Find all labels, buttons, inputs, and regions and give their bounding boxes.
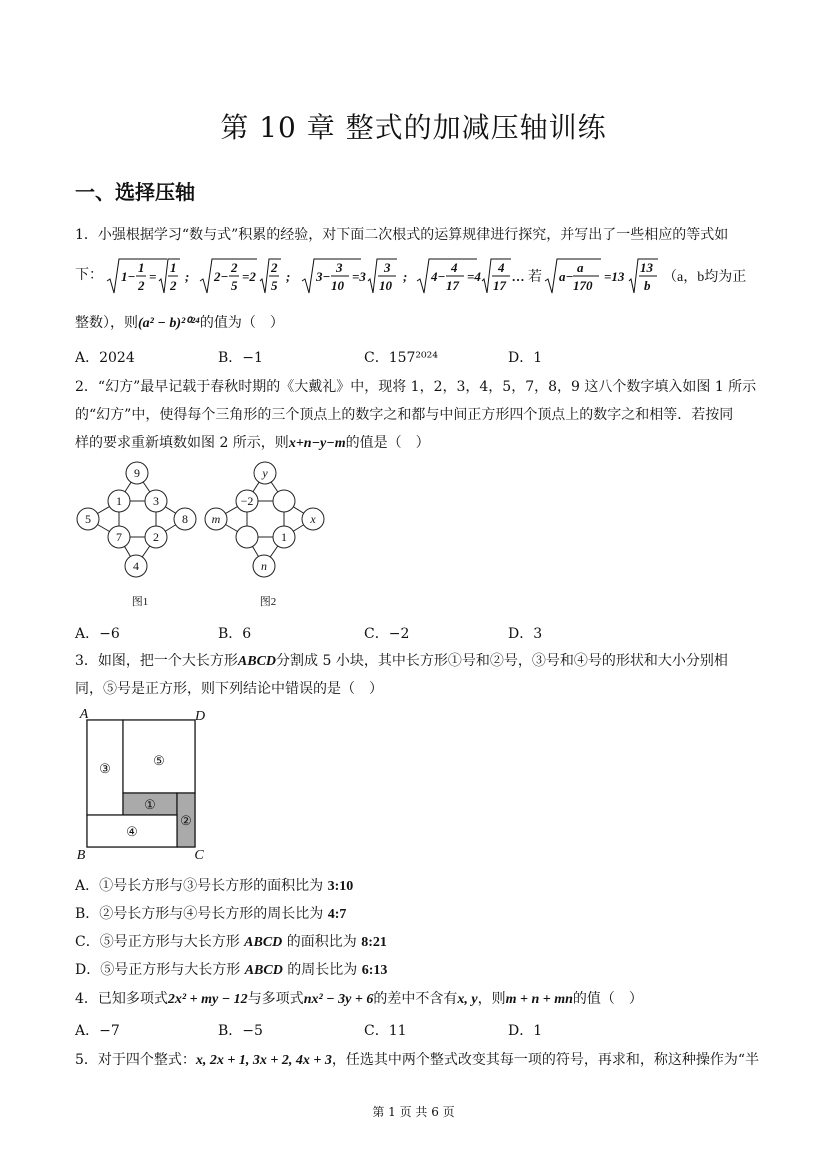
q1-option-b[interactable]: B．−1 <box>218 350 263 366</box>
svg-text:2: 2 <box>271 260 278 275</box>
svg-text:17: 17 <box>446 278 459 293</box>
svg-text:2: 2 <box>138 278 145 293</box>
q3-option-b-text: B．②号长方形与④号长方形的周长比为 <box>75 906 328 922</box>
fig1-bottom: 4 <box>133 559 139 573</box>
svg-text:3: 3 <box>384 260 391 275</box>
q3-option-d[interactable] <box>75 959 387 979</box>
magic-square-svg <box>72 457 334 615</box>
svg-text:3−: 3− <box>316 269 331 284</box>
svg-text:5: 5 <box>231 278 238 293</box>
fig2-bottom-right: 1 <box>281 530 287 544</box>
fig2-bottom: n <box>261 559 267 573</box>
page-footer: 第 1 页 共 6 页 <box>372 1105 455 1119</box>
q3-option-d-text: D．⑤号正方形与大长方形 <box>75 962 245 978</box>
svg-text:170: 170 <box>573 278 593 293</box>
vertex-b: B <box>76 848 86 863</box>
svg-text:2: 2 <box>170 278 177 293</box>
q2-line3-lead: 样的要求重新填数如图 2 所示，则 <box>75 435 289 451</box>
q5-tail: ，任选其中两个整式改变其每一项的符号，再求和，称这种操作为“半 <box>331 1052 760 1068</box>
svg-text:4: 4 <box>451 260 458 275</box>
region-2: ② <box>180 813 192 828</box>
svg-text:;: ; <box>286 269 291 284</box>
q2-line3 <box>75 432 430 452</box>
q1-line3-tail: 的值为（ ） <box>199 315 284 331</box>
q2-line2: 的“幻方”中，使得每个三角形的三个顶点上的数字之和都与中间正方形四个顶点上的数字之和相等．若按同 <box>75 407 734 423</box>
svg-text:=13: =13 <box>604 269 625 284</box>
fig1-left: 5 <box>85 512 91 526</box>
q4-lead: 4．已知多项式 <box>75 991 168 1007</box>
q4-tail: 的值（ ） <box>572 991 643 1007</box>
q1-radical-equations <box>105 255 753 299</box>
rectangle-svg <box>72 703 217 863</box>
q1-line3-lead: 整数），则 <box>75 315 138 331</box>
svg-text:=2: =2 <box>242 269 256 284</box>
q1-line1: 1．小强根据学习“数与式”积累的经验，对下面二次根式的运算规律进行探究，并写出了一些相应的等式如 <box>75 227 729 243</box>
q1-equations <box>105 255 753 299</box>
svg-text:1: 1 <box>170 260 177 275</box>
q1-line2-lead: 下： <box>75 267 103 283</box>
q1-option-d[interactable]: D．1 <box>508 350 543 366</box>
q3-option-b[interactable] <box>75 903 346 923</box>
q2-option-b[interactable]: B．6 <box>218 626 252 642</box>
q4-option-c[interactable]: C．11 <box>364 1023 407 1039</box>
q1-tail-text: （a，b均为正 <box>663 270 747 285</box>
q1-line3 <box>75 312 284 332</box>
svg-text:=: = <box>149 269 157 284</box>
svg-text:2: 2 <box>231 260 238 275</box>
q2-option-d[interactable]: D．3 <box>508 626 543 642</box>
q3-abcd-label: ABCD <box>237 654 277 669</box>
svg-text:;: ; <box>403 269 408 284</box>
q3-line1-lead: 3．如图，把一个大长方形 <box>75 653 238 669</box>
q3-line1-tail: 分割成 5 小块，其中长方形①号和②号，③号和④号的形状和大小分别相 <box>276 653 728 669</box>
q4-option-d[interactable]: D．1 <box>508 1023 543 1039</box>
svg-text:2−: 2− <box>214 269 229 284</box>
q5-lead: 5．对于四个整式： <box>75 1052 196 1068</box>
q3-option-b-ratio: 4:7 <box>327 907 347 922</box>
q3-option-a[interactable] <box>75 875 353 895</box>
q4-option-b[interactable]: B．−5 <box>218 1023 263 1039</box>
q3-option-c-mid: 的面积比为 <box>282 934 362 950</box>
rectangle-figure <box>72 703 217 863</box>
q1-if-word: 若 <box>528 270 542 285</box>
fig1-right: 8 <box>182 512 188 526</box>
section-heading: 一、选择压轴 <box>75 180 195 204</box>
fig2-top-left: −2 <box>240 494 254 508</box>
svg-text:1: 1 <box>138 260 145 275</box>
q4-text-c: 的差中不含有 <box>373 991 458 1007</box>
q4-target-expr: m + n + mn <box>505 992 573 1007</box>
svg-text:10: 10 <box>379 278 392 293</box>
vertex-c: C <box>194 848 204 863</box>
region-1: ① <box>144 797 156 812</box>
q4-poly2: nx² − 3y + 6 <box>303 992 374 1007</box>
fig1-top-left: 1 <box>116 494 122 508</box>
region-3: ③ <box>99 761 111 776</box>
q3-option-c-ratio: 8:21 <box>361 935 387 950</box>
q4-text-b: 与多项式 <box>247 991 304 1007</box>
fig1-top: 9 <box>134 466 140 480</box>
q2-line1: 2．“幻方”最早记载于春秋时期的《大戴礼》中，现将 1，2，3，4，5，7，8，9 这八个数字填入如图 1 所示 <box>75 379 757 395</box>
region-5: ⑤ <box>153 753 165 768</box>
svg-text:=4: =4 <box>467 269 481 284</box>
q4-poly1: 2x² + my − 12 <box>167 992 248 1007</box>
page-title: 第 10 章 整式的加减压轴训练 <box>220 111 607 144</box>
fig2-left: m <box>211 512 221 526</box>
fig2-right: x <box>310 512 316 526</box>
svg-text:3: 3 <box>336 260 343 275</box>
svg-text:17: 17 <box>493 278 506 293</box>
q4-vars: x, y <box>457 992 478 1007</box>
q1-option-c[interactable]: C．157²⁰²⁴ <box>364 350 438 366</box>
vertex-d: D <box>194 709 206 724</box>
svg-text:10: 10 <box>331 278 344 293</box>
q5-polys: x, 2x + 1, 3x + 2, 4x + 3 <box>195 1053 332 1068</box>
svg-text:;: ; <box>185 269 190 284</box>
q3-option-d-abcd: ABCD <box>244 963 283 978</box>
svg-text:13: 13 <box>640 260 653 275</box>
q3-option-c[interactable] <box>75 931 387 951</box>
q2-expression: x+n−y−m <box>288 436 346 451</box>
q1-expression: (a² − b)²⁰²⁴ <box>138 316 200 331</box>
vertex-a: A <box>79 707 89 722</box>
q3-option-a-text: A．①号长方形与③号长方形的面积比为 <box>75 878 328 894</box>
fig2-top: y <box>262 466 268 480</box>
q1-option-a[interactable]: A．2024 <box>75 350 135 366</box>
q3-line2: 同，⑤号是正方形，则下列结论中错误的是（ ） <box>75 681 383 697</box>
fig2-caption: 图2 <box>259 596 277 608</box>
q2-line3-tail: 的值是（ ） <box>345 435 430 451</box>
fig1-bottom-left: 7 <box>116 530 122 544</box>
q3-option-a-ratio: 3:10 <box>327 879 354 894</box>
q2-option-a[interactable]: A．−6 <box>75 626 120 642</box>
fig1-top-right: 3 <box>153 494 159 508</box>
svg-text:a−: a− <box>559 269 574 284</box>
svg-text:4: 4 <box>498 260 505 275</box>
q3-option-d-ratio: 6:13 <box>361 963 388 978</box>
q3-line1 <box>75 650 728 670</box>
q4-text-d: ，则 <box>477 991 506 1007</box>
svg-text:4−: 4− <box>431 269 446 284</box>
region-4: ④ <box>126 824 138 839</box>
fig1-caption: 图1 <box>131 596 149 608</box>
svg-text:=3: =3 <box>352 269 366 284</box>
svg-text:b: b <box>644 278 651 293</box>
magic-square-figures <box>72 457 334 615</box>
q4-line <box>75 988 643 1008</box>
q3-option-c-text: C．⑤号正方形与大长方形 <box>75 934 245 950</box>
q2-option-c[interactable]: C．−2 <box>364 626 410 642</box>
q4-option-a[interactable]: A．−7 <box>75 1023 120 1039</box>
svg-text:5: 5 <box>271 278 278 293</box>
q3-option-c-abcd: ABCD <box>244 935 283 950</box>
fig1-bottom-right: 2 <box>153 530 159 544</box>
q3-option-d-mid: 的周长比为 <box>282 962 362 978</box>
svg-text:…: … <box>512 269 525 284</box>
q5-line <box>75 1049 759 1069</box>
svg-text:a: a <box>577 260 584 275</box>
svg-text:1−: 1− <box>121 269 136 284</box>
